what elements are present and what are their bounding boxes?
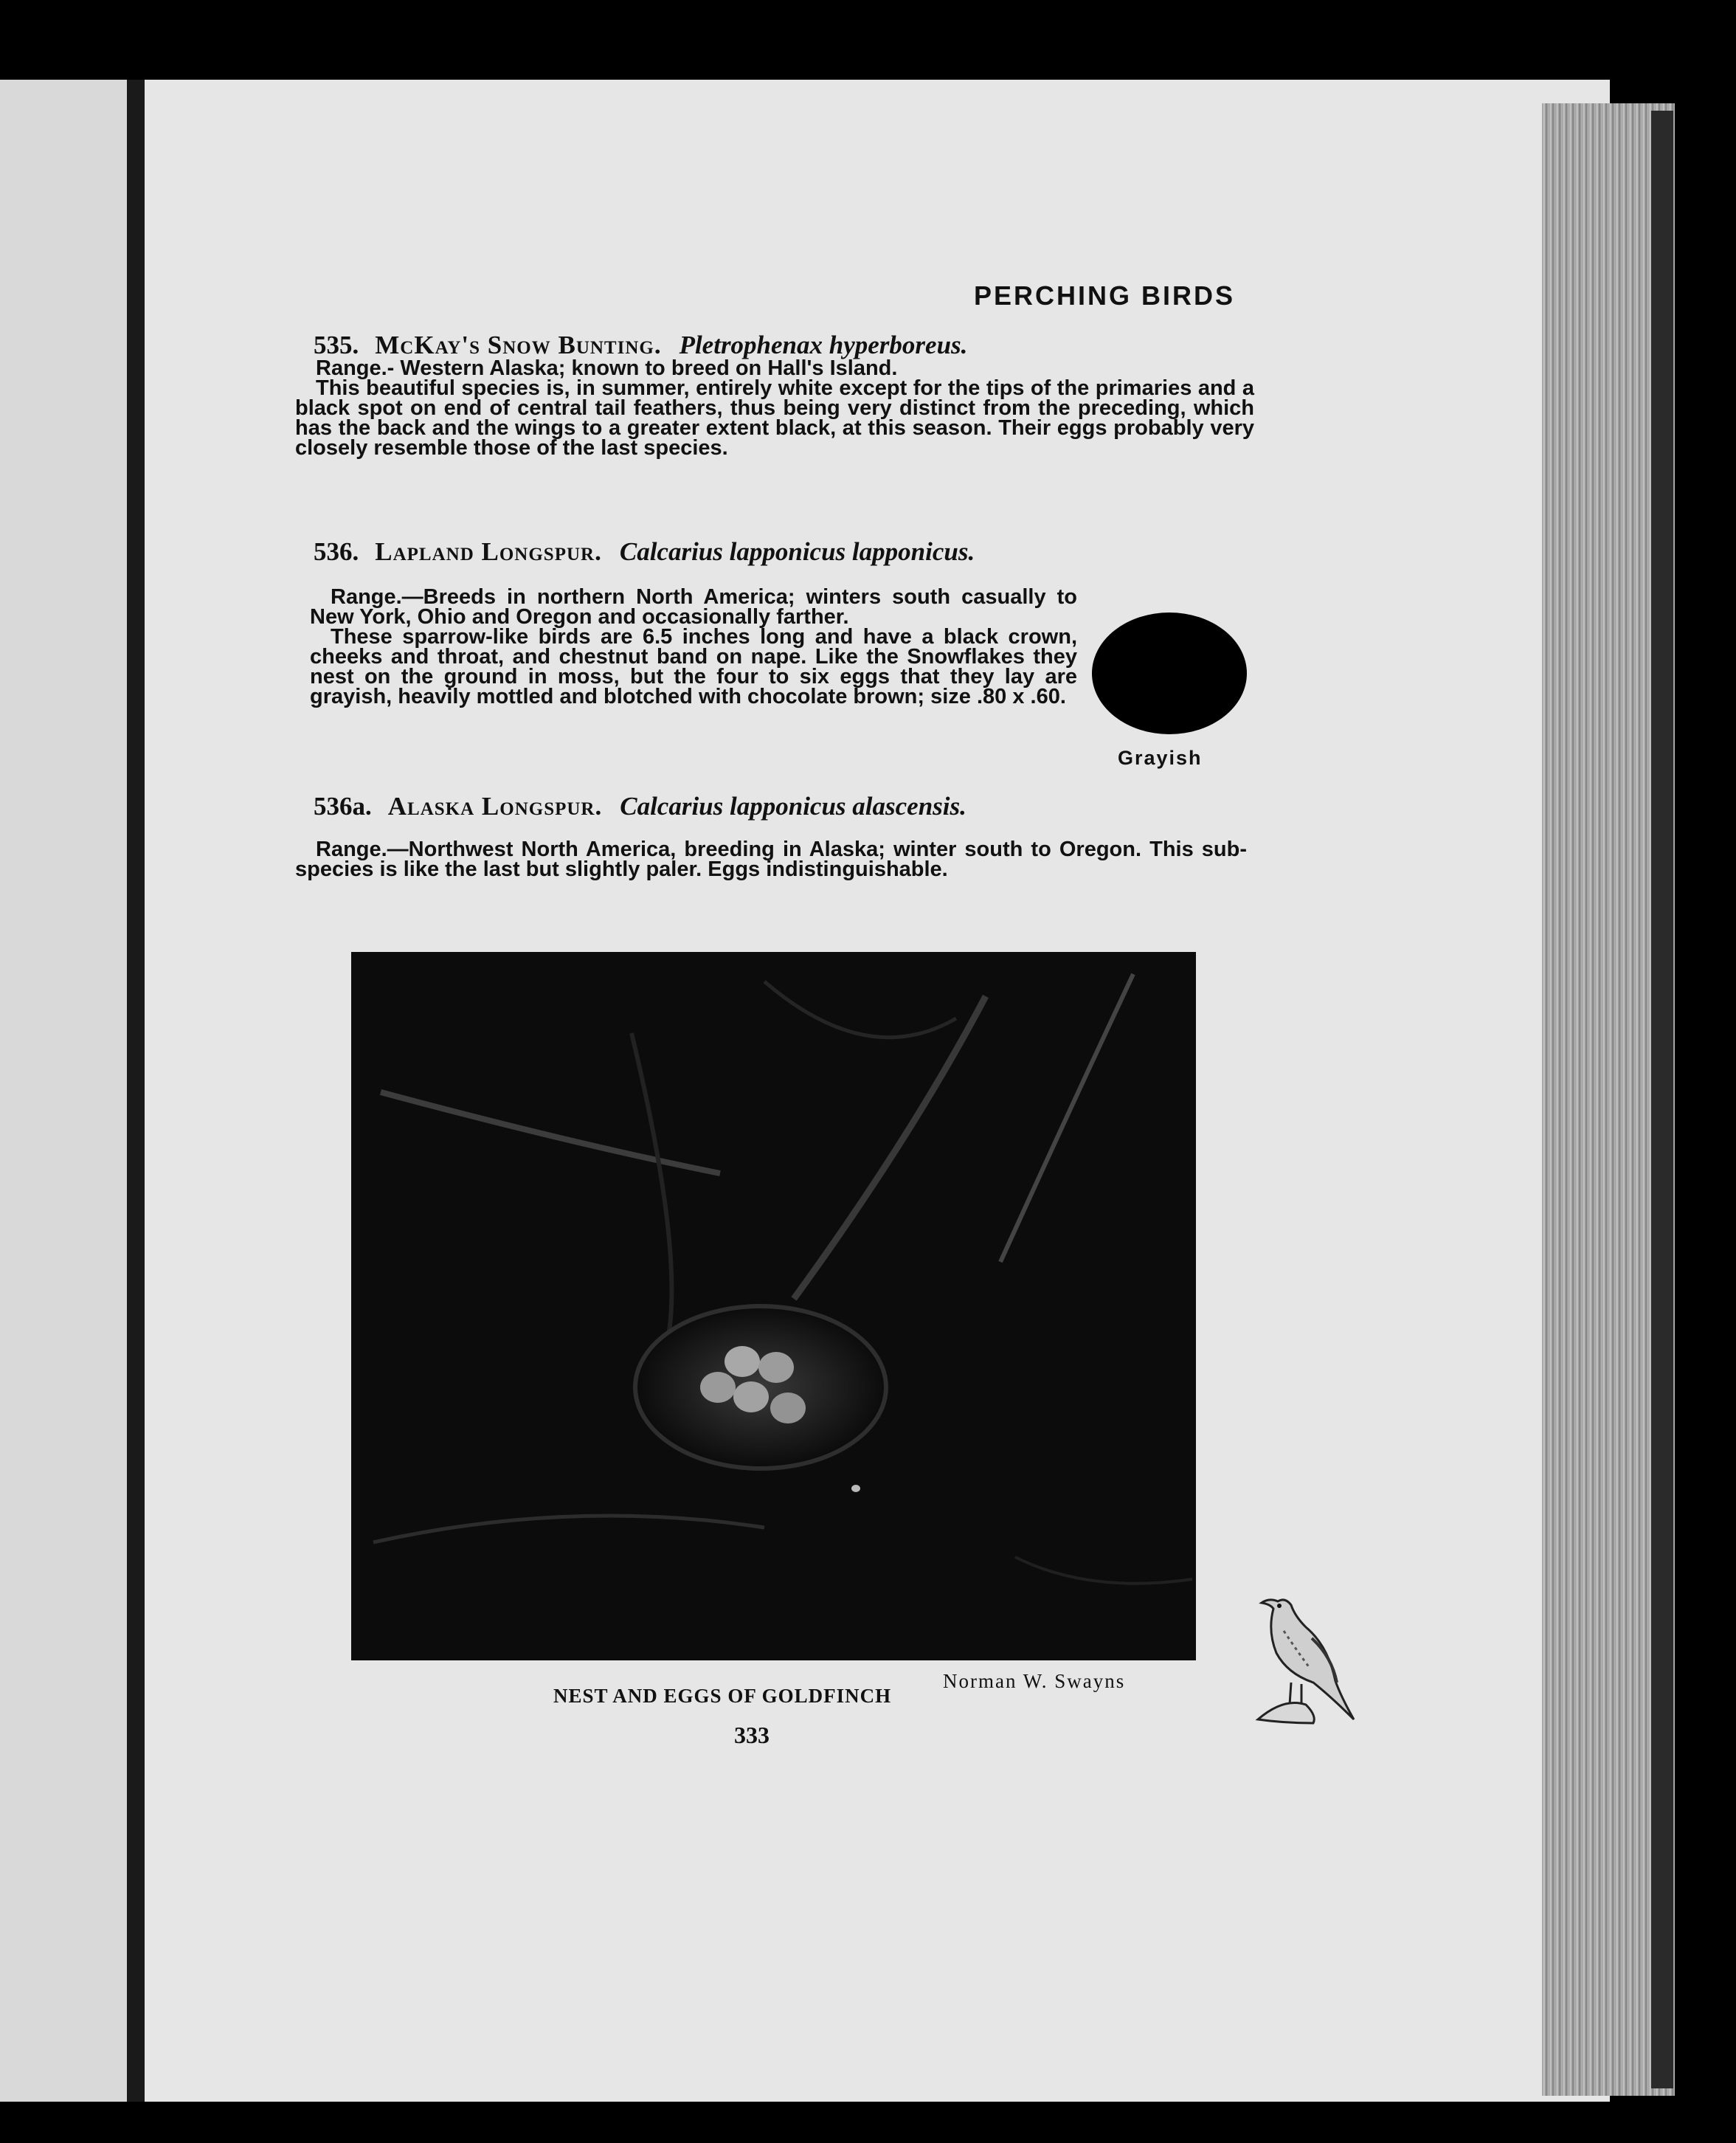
egg	[770, 1393, 806, 1424]
page-number: 333	[734, 1722, 770, 1748]
bird-ornament-icon	[1254, 1587, 1365, 1727]
entry-number: 536a.	[314, 792, 372, 821]
egg	[758, 1352, 794, 1383]
range-paragraph: Range.—Breeds in northern North America; winters south casually to New York, Ohio and Oregon and occasionally farther.	[310, 585, 1077, 629]
entry-body	[295, 356, 1254, 460]
egg	[733, 1381, 769, 1412]
entry-common-name: Lapland Longspur.	[375, 537, 602, 566]
entry-latin-name: Calcarius lapponicus lapponicus.	[619, 537, 975, 566]
description-paragraph: These sparrow-like birds are 6.5 inches long and have a black crown, cheeks and throat, and chestnut band on nape. Like the Snowflakes they nest on the ground in moss, but the four to six eggs that they lay are grayish, heavily mottled and blotched with chocolate brown; size .80 x .60.	[310, 625, 1077, 708]
nest-photograph	[351, 952, 1196, 1660]
egg	[700, 1372, 736, 1403]
entry-common-name: Alaska Longspur.	[387, 792, 603, 821]
running-head: PERCHING BIRDS	[974, 280, 1236, 311]
entry-latin-name: Calcarius lapponicus alascensis.	[620, 792, 966, 821]
egg-color-label: Grayish	[1118, 747, 1203, 769]
entry-body	[310, 587, 1077, 707]
egg-illustration	[1092, 612, 1247, 734]
entry-latin-name: Pletrophenax hyperboreus.	[679, 331, 968, 359]
range-paragraph: Range.—Northwest North America, breeding in Alaska; winter south to Oregon. This sub-species is like the last but slightly paler. Eggs indistinguishable.	[295, 838, 1247, 881]
photo-credit: Norman W. Swayns	[943, 1670, 1126, 1692]
entry-common-name: McKay's Snow Bunting.	[375, 331, 662, 359]
nest-photo-image	[351, 952, 1196, 1660]
entry-number: 536.	[314, 537, 359, 566]
photo-caption: NEST AND EGGS OF GOLDFINCH	[553, 1685, 892, 1707]
entry-heading	[314, 331, 967, 360]
entry-heading	[314, 537, 975, 567]
entry-heading	[314, 792, 966, 821]
entry-body	[295, 840, 1247, 880]
page-gutter	[127, 80, 145, 2102]
page-stack-shadow	[1651, 111, 1673, 2088]
entry-number: 535.	[314, 331, 359, 359]
range-paragraph: Range.- Western Alaska; known to breed on Hall's Island.	[316, 356, 898, 380]
egg	[725, 1346, 760, 1377]
left-page-edge	[0, 80, 127, 2102]
description-paragraph: This beautiful species is, in summer, entirely white except for the tips of the primaries and a black spot on end of central tail feathers, thus being very distinct from the preceding, which has the back and the wings to a greater extent black, at this season. Their eggs probably very closely resemble those of the last species.	[295, 376, 1254, 460]
